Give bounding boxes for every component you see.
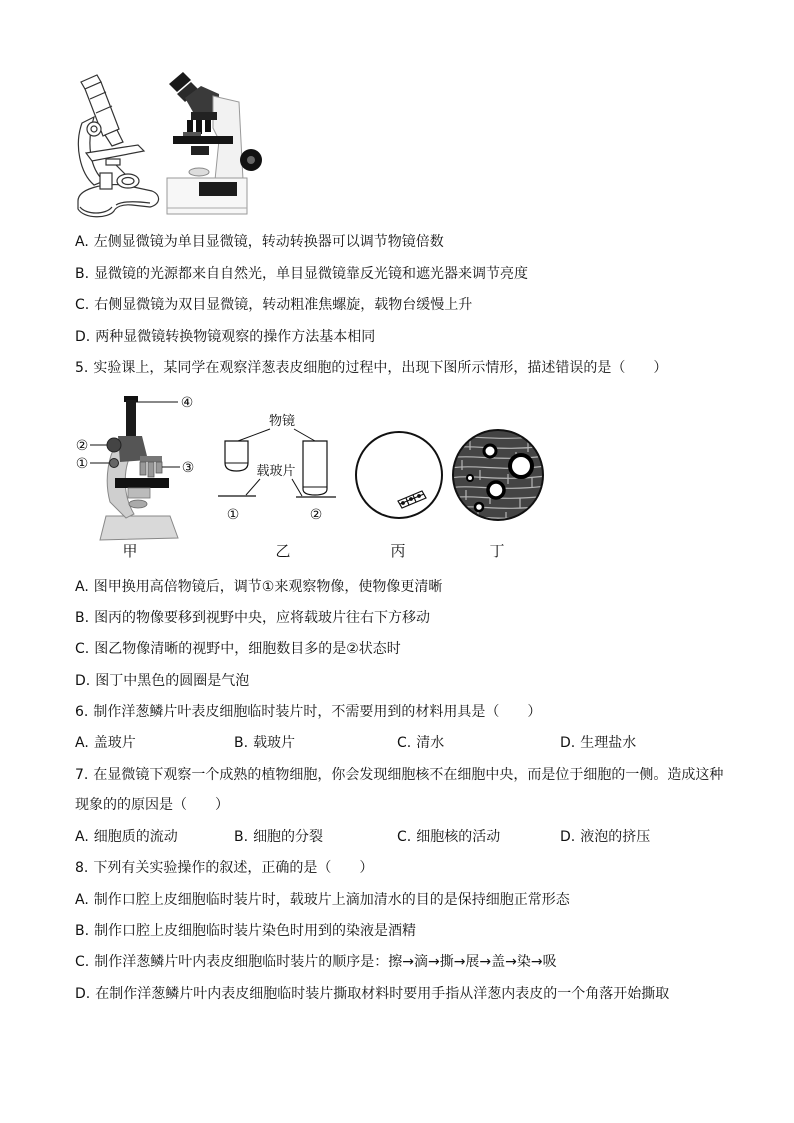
objective-pointer-right (294, 429, 315, 441)
option-label: C. (397, 829, 412, 845)
option-label: C. (397, 735, 412, 751)
q8-option-a (75, 890, 570, 910)
label-1: ① (75, 456, 89, 472)
q7-option-d (560, 827, 650, 847)
q5-option-b (75, 608, 430, 628)
question-number: 7. (75, 767, 89, 783)
q8-option-d (75, 984, 669, 1004)
option-text: 左侧显微镜为单目显微镜，转动转换器可以调节物镜倍数 (93, 234, 444, 250)
option-text: 在制作洋葱鳞片叶内表皮细胞临时装片撕取材料时要用手指从洋葱内表皮的一个角落开始撕取 (95, 986, 670, 1002)
air-bubble (488, 482, 504, 498)
q6-stem (75, 702, 541, 722)
nosepiece (140, 456, 162, 462)
field-background (450, 428, 546, 524)
q7-option-a (75, 827, 178, 847)
question-text: 下列有关实验操作的叙述，正确的是（ ） (93, 860, 374, 876)
microscope-pillar (100, 173, 112, 189)
option-label: D. (560, 829, 576, 845)
option-text: 制作洋葱鳞片叶内表皮细胞临时装片的顺序是：擦→滴→撕→展→盖→染→吸 (94, 954, 557, 970)
objective-2 (196, 120, 202, 134)
q4-option-d (75, 327, 375, 347)
q8-stem (75, 858, 373, 878)
slide-pointer-left (246, 479, 260, 495)
figure-yi (212, 405, 344, 525)
question-text: 在显微镜下观察一个成熟的植物细胞，你会发现细胞核不在细胞中央，而是位于细胞的一侧。造成这种 (93, 767, 724, 783)
label-3: ③ (181, 460, 195, 476)
base-panel (199, 182, 237, 196)
microscope-condenser (106, 159, 120, 165)
option-label: A. (75, 234, 89, 250)
objective-3 (156, 462, 162, 473)
q8-option-c (75, 952, 557, 972)
microscope-stage (173, 136, 233, 144)
option-label: C. (75, 297, 90, 313)
option-label: B. (234, 829, 249, 845)
option-text: 液泡的挤压 (580, 829, 651, 845)
option-label: D. (75, 329, 91, 345)
air-bubble-small (467, 475, 473, 481)
monocular-microscope-figure (72, 73, 164, 219)
reflector-mirror (129, 500, 147, 508)
option-text: 细胞质的流动 (93, 829, 178, 845)
option-label: B. (75, 610, 90, 626)
air-bubble-small (475, 503, 483, 511)
caption-jia: 甲 (122, 542, 138, 560)
q4-option-c (75, 295, 472, 315)
option-text: 右侧显微镜为双目显微镜，转动粗准焦螺旋，载物台缓慢上升 (94, 297, 473, 313)
caption-bing: 丙 (390, 542, 406, 560)
caption-yi: 乙 (275, 542, 291, 560)
option-text: 制作口腔上皮细胞临时装片染色时用到的染液是酒精 (94, 923, 417, 939)
slide-pointer-right (292, 479, 302, 496)
option-text: 生理盐水 (580, 735, 637, 751)
option-text: 图甲换用高倍物镜后，调节①来观察物像，使物像更清晰 (93, 579, 443, 595)
binocular-microscope-figure (163, 68, 265, 218)
option-text: 图乙物像清晰的视野中，细胞数目多的是②状态时 (94, 641, 401, 657)
q7-stem-line1 (75, 765, 723, 785)
cell-nucleus (410, 498, 413, 501)
objective-2 (148, 462, 154, 477)
air-bubble (484, 445, 496, 457)
stage-holder (128, 488, 150, 498)
option-label: A. (75, 829, 89, 845)
q4-option-a (75, 232, 444, 252)
coarse-focus-knob-center (91, 126, 97, 132)
figure-bing (352, 429, 446, 523)
question-text: 实验课上，某同学在观察洋葱表皮细胞的过程中，出现下图所示情形，描述错误的是（ ） (93, 360, 668, 376)
q6-option-c (397, 733, 444, 753)
nosepiece (191, 112, 217, 120)
option-text: 清水 (416, 735, 445, 751)
option-label: C. (75, 954, 90, 970)
q7-option-c (397, 827, 500, 847)
option-text: 载玻片 (253, 735, 296, 751)
option-text: 两种显微镜转换物镜观察的操作方法基本相同 (95, 329, 376, 345)
stage-clip (183, 132, 201, 136)
option-text: 细胞核的活动 (416, 829, 501, 845)
illuminator (189, 168, 209, 176)
q7-options (75, 827, 735, 847)
condenser (191, 146, 209, 155)
question-text: 现象的的原因是（ ） (75, 797, 229, 813)
label-2: ② (75, 438, 89, 454)
question-number: 5. (75, 360, 89, 376)
objective-3 (205, 120, 211, 132)
option-text: 图丙的物像要移到视野中央，应将载玻片往右下方移动 (94, 610, 431, 626)
q6-option-d (560, 733, 636, 753)
q7-option-b (234, 827, 323, 847)
q5-stem (75, 358, 667, 378)
state-label-2: ② (309, 507, 323, 523)
option-label: D. (75, 673, 91, 689)
q7-stem-line2 (75, 795, 229, 815)
objective-label: 物镜 (268, 414, 296, 429)
cell-layer (450, 428, 546, 524)
state-label-1: ① (226, 507, 240, 523)
option-label: B. (234, 735, 249, 751)
objective-1 (140, 462, 146, 475)
option-text: 盖玻片 (93, 735, 136, 751)
eyepiece-tube (126, 400, 136, 440)
cell-nucleus (418, 495, 421, 498)
binocular-microscope-drawing (167, 72, 262, 214)
option-label: B. (75, 266, 90, 282)
option-text: 制作口腔上皮细胞临时装片时，载玻片上滴加清水的目的是保持细胞正常形态 (93, 892, 570, 908)
objective-short (225, 441, 248, 471)
label-4: ④ (180, 395, 194, 411)
option-label: B. (75, 923, 90, 939)
q8-option-b (75, 921, 416, 941)
field-of-view (356, 432, 442, 518)
slide-label: 载玻片 (256, 464, 296, 479)
option-text: 细胞的分裂 (253, 829, 324, 845)
objective-1 (187, 120, 193, 132)
option-text: 显微镜的光源都来自自然光，单目显微镜靠反光镜和遮光器来调节亮度 (94, 266, 529, 282)
focus-knob-center (247, 156, 255, 164)
coarse-focus-knob (107, 438, 121, 452)
question-number: 6. (75, 704, 89, 720)
q5-option-c (75, 639, 401, 659)
air-bubble-large (510, 455, 532, 477)
option-label: A. (75, 735, 89, 751)
fine-focus-knob (110, 459, 119, 468)
option-label: A. (75, 579, 89, 595)
q6-options (75, 733, 735, 753)
q5-option-a (75, 577, 442, 597)
microscope-stage (115, 478, 169, 488)
monocular-microscope-drawing (78, 75, 159, 217)
figure-jia (70, 390, 202, 545)
mirror-stem (116, 165, 126, 175)
q6-option-a (75, 733, 136, 753)
microscope-mirror-inner (122, 178, 134, 185)
q4-option-b (75, 264, 528, 284)
microscope-base (100, 516, 178, 540)
question-text: 制作洋葱鳞片叶表皮细胞临时装片时，不需要用到的材料用具是（ ） (93, 704, 542, 720)
figure-ding (450, 428, 546, 524)
objective-pointer-left (238, 429, 270, 441)
cell-nucleus (402, 502, 405, 505)
option-label: D. (75, 986, 91, 1002)
q5-option-d (75, 671, 249, 691)
q6-option-b (234, 733, 295, 753)
question-number: 8. (75, 860, 89, 876)
caption-ding: 丁 (489, 542, 505, 560)
option-text: 图丁中黑色的圆圈是气泡 (95, 673, 250, 689)
option-label: A. (75, 892, 89, 908)
option-label: C. (75, 641, 90, 657)
option-label: D. (560, 735, 576, 751)
